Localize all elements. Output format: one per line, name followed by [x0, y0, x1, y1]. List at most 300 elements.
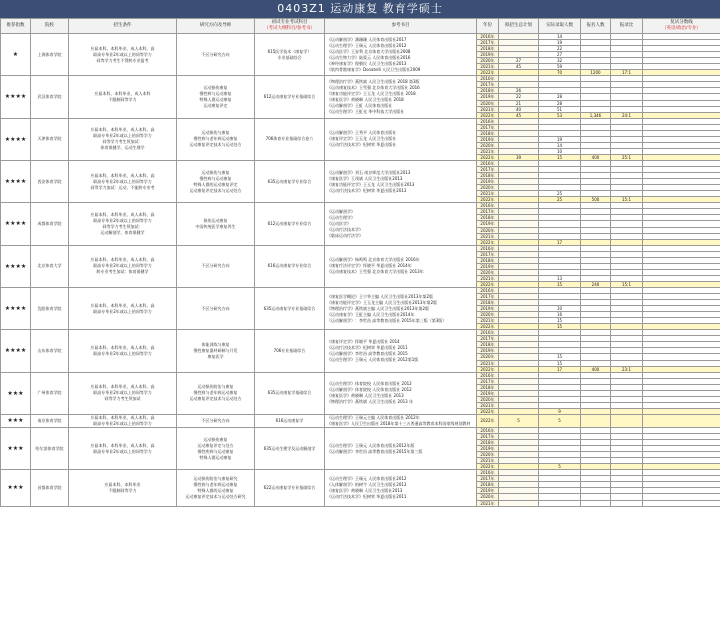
- year-cell: 2016年: [477, 372, 499, 378]
- rating-stars: ★★★: [1, 372, 31, 414]
- header-cell: 参考书目: [325, 19, 477, 34]
- year-cell: 2016年: [477, 287, 499, 293]
- applicants-cell: 240: [581, 281, 611, 287]
- admission-conditions-line: 职高专毕业2年或以上的同等学力: [93, 133, 152, 139]
- year-cell: 2018年: [477, 300, 499, 306]
- reference-books-line: 《运动康复技术》王雪强 北京体育大学出版社 2013年: [327, 269, 424, 275]
- admitted-cell: 14: [539, 142, 581, 148]
- research-direction-line: 慢性病与老年病运动康复: [193, 390, 238, 396]
- admission-conditions-line: 职高专毕业2年或以上的同等学力: [93, 420, 152, 426]
- school-name: 成都体育学院: [31, 203, 69, 245]
- research-direction-line: 慢性疾病与运动康复: [197, 448, 234, 454]
- year-cell: 2020年: [477, 354, 499, 360]
- year-cell: 2019年: [477, 52, 499, 58]
- admission-conditions: [69, 245, 177, 287]
- exam-subject: [255, 203, 325, 245]
- admission-conditions-line: 同等学力考生须加试：: [102, 139, 143, 145]
- year-cell: 2018年: [477, 173, 499, 179]
- reference-books-line: 《运动疗法技术学》纪树荣 华夏出版社2013: [327, 187, 407, 193]
- year-cell: 2019年: [477, 136, 499, 142]
- research-direction: [177, 245, 255, 287]
- page-title: 0403Z1 运动康复 教育学硕士: [0, 0, 720, 18]
- reference-books-line: 《康复医学》黄晓琳 人民卫生出版社 2013: [327, 393, 404, 399]
- admission-conditions: [69, 287, 177, 329]
- research-direction-line: 慢性康复器材研制与开发: [193, 347, 238, 353]
- exam-subject: [255, 414, 325, 427]
- reference-books: [325, 203, 477, 245]
- reference-books-line: 《运动生理学》: [327, 214, 355, 220]
- admission-conditions: [69, 330, 177, 372]
- header-cell: 实际录取人数: [539, 19, 581, 34]
- admitted-cell: 51: [539, 106, 581, 112]
- year-cell: 2018年: [477, 215, 499, 221]
- admission-conditions-line: 应届本科、本科毕业、成人本科、高: [90, 414, 155, 420]
- year-cell: 2021年: [477, 148, 499, 154]
- year-cell: 2020年: [477, 142, 499, 148]
- reference-books-line: 《肌肉骨骼康复学》Donatelli 人民卫生出版社2009: [327, 66, 421, 72]
- admission-conditions-line: 不限制同等学力: [108, 96, 137, 102]
- admitted-cell: 53: [539, 112, 581, 118]
- admission-conditions-line: 不限制同等学力: [108, 487, 137, 493]
- admitted-cell: 70: [539, 70, 581, 76]
- research-direction-line: 损伤运动康复: [203, 217, 228, 223]
- admission-conditions: [69, 372, 177, 414]
- reference-books-line: 《运动生理学》王瑞元 人民体育出版社2012: [327, 42, 407, 48]
- year-cell: 2017年: [477, 82, 499, 88]
- admission-conditions-line: 职高专毕业2年或以上的同等学力: [93, 178, 152, 184]
- admission-conditions-line: 应届本科、本科毕业、成人本科、高: [90, 257, 155, 263]
- year-cell: 2019年: [477, 94, 499, 100]
- year-cell: 2018年: [477, 440, 499, 446]
- rating-stars: ★★★: [1, 470, 31, 506]
- admission-conditions-line: 同等学力加试：运动、不能跨专业考: [90, 184, 155, 190]
- header-cell: 研究方向及导师: [177, 19, 255, 34]
- ratio-cell: [611, 414, 643, 427]
- school-name: 山东体育学院: [31, 330, 69, 372]
- year-cell: 2021年: [477, 318, 499, 324]
- reference-books: [325, 372, 477, 414]
- admission-conditions-line: 体育保健学、运动生理学: [100, 145, 145, 151]
- exam-subject: [255, 372, 325, 414]
- reference-books: [325, 287, 477, 329]
- exam-subject-line: 612运动康复学专业综合: [267, 220, 312, 226]
- reference-books-line: 《康复功能评定学》王玉龙 人民卫生出版社 2018: [327, 90, 416, 96]
- research-direction-line: 运动损伤与康复: [201, 130, 230, 136]
- year-cell: 2021年: [477, 402, 499, 408]
- year-cell: 2021年: [477, 233, 499, 239]
- admission-conditions-line: 应届本科、本科毕业、成人本科、高: [90, 45, 155, 51]
- admission-conditions-line: 应届本科、本科毕业、成人本科、高: [90, 384, 155, 390]
- year-cell: 2017年: [477, 476, 499, 482]
- exam-subject: [255, 287, 325, 329]
- admission-conditions-line: 应届本科、本科毕业、成人本科、高: [90, 344, 155, 350]
- applicants-cell: 400: [581, 154, 611, 160]
- year-cell: 2021年: [477, 500, 499, 506]
- admitted-cell: 15: [539, 354, 581, 360]
- header-label: 初试专业考试科目: [271, 20, 308, 25]
- applicants-cell: 400: [581, 366, 611, 372]
- header-label: 复试分数线: [670, 20, 693, 25]
- research-direction: [177, 330, 255, 372]
- admission-conditions: [69, 414, 177, 427]
- research-direction-line: 运动损伤防治与康复研究: [193, 475, 238, 481]
- reference-books-line: 《运动解剖学》: [327, 208, 355, 214]
- reference-books-line: 《临床运动疗法学》: [327, 232, 363, 238]
- header-row: [1, 19, 720, 34]
- reference-books-line: 《运动康复学》王虹主编 人民卫生出版社2014年: [327, 311, 415, 317]
- reference-books-line: 《康复医学概论》王宁华主编 人民卫生出版社2013年第2版: [327, 293, 433, 299]
- year-cell: 2016年: [477, 427, 499, 433]
- year-cell: 2018年: [477, 342, 499, 348]
- exam-subject: [255, 427, 325, 469]
- research-direction-line: 康复医学: [207, 353, 224, 359]
- exam-subject: [255, 330, 325, 372]
- admission-conditions-line: 职高专毕业2年或以上的同等学力: [93, 448, 152, 454]
- year-cell: 2017年: [477, 167, 499, 173]
- year-cell: 2019年: [477, 306, 499, 312]
- rating-stars: ★★★★: [1, 245, 31, 287]
- ratio-cell: 23:1: [611, 366, 643, 372]
- admission-conditions-line: 同等学力考生须加试: [104, 396, 141, 402]
- header-cell: 年份: [477, 19, 499, 34]
- exam-subject-line: 专业基础综合: [277, 54, 302, 60]
- year-cell: 2022年: [477, 281, 499, 287]
- admitted-cell: 17: [539, 239, 581, 245]
- reference-books-line: 《康复医学》黄晓琳 人民卫生出版社2013: [327, 487, 403, 493]
- admission-conditions: [69, 34, 177, 76]
- admission-conditions: [69, 118, 177, 160]
- ratio-cell: 17:1: [611, 70, 643, 76]
- reference-books-line: 《运动疗法技术学》纪树荣 华夏出版社: [327, 142, 397, 148]
- exam-subject-line: 706专业基础综合: [273, 347, 306, 353]
- research-direction-line: 特殊人群的运动康复评定: [193, 181, 238, 187]
- admitted-cell: 17: [539, 366, 581, 372]
- exam-subject-line: 616运动康复学: [275, 417, 304, 423]
- rating-stars: ★★★★: [1, 160, 31, 202]
- reference-books: [325, 427, 477, 469]
- reference-books-line: 《康复医学》人民卫生出版社 2018年第十三五普通高等教育本科国家级规划教材: [327, 420, 471, 426]
- rating-stars: ★★★★: [1, 203, 31, 245]
- year-cell: 2019年: [477, 390, 499, 396]
- year-cell: 2017年: [477, 378, 499, 384]
- extra-cell: [643, 500, 720, 506]
- admission-conditions-line: 职高专毕业2年或以上的同等学力: [93, 51, 152, 57]
- reference-books: [325, 470, 477, 506]
- plan-cell: 39: [499, 154, 539, 160]
- reference-books-line: 《康复医学》王茂斌 人民卫生出版社2013: [327, 175, 403, 181]
- exam-subject-line: 706体育专业基础综合卷六: [265, 136, 314, 142]
- admitted-cell: 13: [539, 275, 581, 281]
- rating-stars: ★★★★: [1, 287, 31, 329]
- year-cell: 2016年: [477, 118, 499, 124]
- year-cell: 2018年: [477, 46, 499, 52]
- reference-books-line: 《康复医学》黄晓琳 人民卫生出版社 2018: [327, 96, 404, 102]
- year-cell: 2017年: [477, 209, 499, 215]
- research-direction: [177, 414, 255, 427]
- admitted-cell: 25: [539, 191, 581, 197]
- year-cell: 2016年: [477, 203, 499, 209]
- year-cell: 2021年: [477, 458, 499, 464]
- reference-books: [325, 118, 477, 160]
- research-direction: [177, 118, 255, 160]
- admission-conditions-line: 应届本科、本科毕业、成人本科、高: [90, 302, 155, 308]
- reference-books: [325, 34, 477, 76]
- reference-books-line: 《运动解剖学》王秀平 人民体育出版社: [327, 130, 397, 136]
- year-cell: 2019年: [477, 263, 499, 269]
- header-cell: 推荐指数: [1, 19, 31, 34]
- year-cell: 2016年: [477, 470, 499, 476]
- rating-stars: ★★★★: [1, 118, 31, 160]
- reference-books-line: 《运动解剖学》王虹 人民体育出版社: [327, 102, 393, 108]
- exam-subject-line: 635运动康复学专业综合: [267, 178, 312, 184]
- exam-subject-line: 635运动康复学专业基础综合: [263, 305, 316, 311]
- reference-books: [325, 414, 477, 427]
- reference-books-line: 《运动生理学》王虹光 华中科技大学出版社: [327, 108, 405, 114]
- research-direction-line: 特殊人群运动康复: [199, 96, 232, 102]
- reference-books-line: 《运动解剖学》李世昌 高等教育出版社2015年第三版: [327, 448, 423, 454]
- year-cell: 2020年: [477, 58, 499, 64]
- reference-books: [325, 160, 477, 202]
- exam-subject: [255, 470, 325, 506]
- reference-books-line: 《运动解剖学》刘石 南京师范大学出版社2013: [327, 169, 411, 175]
- research-direction-line: 特殊人群运动康复: [199, 454, 232, 460]
- admission-conditions: [69, 427, 177, 469]
- year-cell: 2021年: [477, 64, 499, 70]
- year-cell: 2016年: [477, 160, 499, 166]
- reference-books-line: 《运动医学》: [327, 220, 351, 226]
- exam-subject-line: 615医学技术（康复学）: [267, 48, 312, 54]
- year-cell: 2020年: [477, 494, 499, 500]
- school-name: 武汉体育学院: [31, 76, 69, 118]
- admission-conditions: [69, 160, 177, 202]
- reference-books-line: 《运动生物力学》陆爱云 人民体育出版社2016: [327, 54, 411, 60]
- reference-books-line: 《物理治疗学》燕铁斌 人民卫生出版社 2018 第3版: [327, 78, 420, 84]
- plan-cell: 40: [499, 106, 539, 112]
- header-sub: （考试大纲科目/参考书）: [263, 26, 315, 31]
- admitted-cell: 16: [539, 312, 581, 318]
- admitted-cell: 15: [539, 360, 581, 366]
- school-name: 哈尔滨体育学院: [31, 427, 69, 469]
- admitted-cell: 5: [539, 464, 581, 470]
- admission-conditions-line: 职高专毕业2年或以上的同等学力: [93, 390, 152, 396]
- reference-books-line: 《运动医学》王安利 北京体育大学出版社2008: [327, 48, 411, 54]
- admitted-cell: 15: [539, 324, 581, 330]
- admissions-table: [0, 18, 720, 507]
- year-cell: 2022年: [477, 464, 499, 470]
- research-direction-line: 慢性病与运动康复: [199, 175, 232, 181]
- admission-conditions-line: 职高专毕业2年或以上的同等学力: [93, 350, 152, 356]
- research-direction-line: 慢性病与老年病运动康复: [193, 481, 238, 487]
- header-cell: 招生条件: [69, 19, 177, 34]
- admitted-cell: 9: [539, 408, 581, 414]
- plan-cell: 45: [499, 112, 539, 118]
- rating-stars: ★: [1, 34, 31, 76]
- reference-books: [325, 245, 477, 287]
- exam-subject-line: 635运动生理学及运动解剖学: [263, 445, 316, 451]
- applicants-cell: [581, 414, 611, 427]
- admitted-cell: 14: [539, 34, 581, 40]
- reference-books-line: 《运动疗法技术学》: [327, 226, 363, 232]
- plan-cell: 22: [499, 94, 539, 100]
- school-name: 西安体育学院: [31, 160, 69, 202]
- reference-books-line: 《人体解剖学》柏树令 人民卫生出版社2013: [327, 481, 407, 487]
- reference-books-line: 《运动解剖学》潘珊珊 人民体育出版社2017: [327, 36, 407, 42]
- exam-subject: [255, 118, 325, 160]
- reference-books-line: 《物理治疗学》燕铁斌主编 人民卫生出版社2013年第2版: [327, 305, 429, 311]
- plan-cell: 26: [499, 88, 539, 94]
- rating-stars: ★★★★: [1, 330, 31, 372]
- exam-subject: [255, 34, 325, 76]
- exam-subject-line: 622运动康复学专业基础综合: [263, 484, 316, 490]
- year-cell: 2021年: [477, 191, 499, 197]
- year-cell: 2020年: [477, 227, 499, 233]
- admitted-cell: 19: [539, 136, 581, 142]
- year-cell: 2016年: [477, 34, 499, 40]
- year-cell: 2019年: [477, 179, 499, 185]
- admitted-cell: 22: [539, 46, 581, 52]
- reference-books-line: 《康复功能评定学》王玉龙 人民卫生出版社2013: [327, 181, 415, 187]
- research-direction: [177, 287, 255, 329]
- reference-books-line: 《康复疗法评定学》恽晓平 华夏出版社 2014年: [327, 263, 412, 269]
- rating-stars: ★★★★: [1, 76, 31, 118]
- research-direction-line: 运动损伤与康复: [201, 169, 230, 175]
- school-name: 广州体育学院: [31, 372, 69, 414]
- year-cell: 2019年: [477, 488, 499, 494]
- research-direction-line: 慢性病与老年病运动康复: [193, 136, 238, 142]
- research-direction-line: 运动损伤防治与康复: [197, 384, 234, 390]
- admitted-cell: 10: [539, 148, 581, 154]
- reference-books-line: 《康复评定学》恽晓平 华夏出版社 2014: [327, 338, 400, 344]
- admission-conditions-line: 应届本科、本科毕业、成人本科: [94, 90, 151, 96]
- year-cell: 2018年: [477, 130, 499, 136]
- reference-books: [325, 76, 477, 118]
- admission-conditions-line: 同等学力考生不得跨专业报考: [96, 57, 149, 63]
- year-cell: 2017年: [477, 124, 499, 130]
- research-direction-line: 运动康复评定技术与运动处方研究: [185, 493, 246, 499]
- reference-books: [325, 330, 477, 372]
- exam-subject-line: 612运动康复学专业基础综合: [263, 93, 316, 99]
- year-cell: 2019年: [477, 348, 499, 354]
- year-cell: 2021年: [477, 360, 499, 366]
- research-direction: [177, 203, 255, 245]
- admitted-cell: 19: [539, 40, 581, 46]
- research-direction-line: 运动康复评定技术与运动处方: [189, 396, 242, 402]
- year-cell: 2019年: [477, 221, 499, 227]
- year-cell: 2017年: [477, 40, 499, 46]
- reference-books-line: 《物理治疗学》燕铁斌 人民卫生出版社 2013 年: [327, 399, 413, 405]
- year-cell: 2022年: [477, 154, 499, 160]
- year-cell: 2020年: [477, 269, 499, 275]
- rating-stars: ★★★: [1, 414, 31, 427]
- extra-cell: [643, 414, 720, 427]
- year-cell: 2020年: [477, 312, 499, 318]
- admitted-cell: 15: [539, 154, 581, 160]
- school-name: 南京体育学院: [31, 414, 69, 427]
- reference-books-line: 《运动生理学》王瑞元 人民体育出版社2012年版: [327, 442, 415, 448]
- research-direction: [177, 160, 255, 202]
- year-cell: 2021年: [477, 275, 499, 281]
- reference-books-line: 《运动生理学》王瑞元 人民体育出版社 2012第1版: [327, 356, 419, 362]
- research-direction-line: 运动康复评定: [203, 102, 228, 108]
- admission-conditions: [69, 470, 177, 506]
- year-cell: 2022年: [477, 197, 499, 203]
- year-cell: 2018年: [477, 482, 499, 488]
- reference-books-line: 《运动疗法技术学》纪树荣 华夏出版社 2011: [327, 344, 408, 350]
- reference-books-line: 《运动解剖学》体育院校 人民体育出版社 2012: [327, 387, 412, 393]
- exam-subject-line: 616运动康复学专业综合: [267, 263, 312, 269]
- year-cell: 2022年: [477, 112, 499, 118]
- year-cell: 2020年: [477, 396, 499, 402]
- admission-conditions-line: 应届本科、本科毕业、成人本科、高: [90, 172, 155, 178]
- research-direction-line: 运动康复评定技术与运动处方: [189, 142, 242, 148]
- reference-books-line: 《运动生理学》体育院校 人民体育出版社 2012: [327, 381, 412, 387]
- reference-books-line: 《康复功能评定学》王玉龙主编 人民卫生出版社2013年第2版: [327, 299, 437, 305]
- year-cell: 2017年: [477, 251, 499, 257]
- plan-cell: 45: [499, 64, 539, 70]
- plan-cell: [499, 500, 539, 506]
- year-cell: 2022年: [477, 239, 499, 245]
- research-direction-line: 运动损伤康复: [203, 84, 228, 90]
- research-direction-line: 慢性病与运动康复: [199, 90, 232, 96]
- year-cell: 2020年: [477, 452, 499, 458]
- header-cell: [255, 19, 325, 34]
- school-name: 天津体育学院: [31, 118, 69, 160]
- header-sub: （英语/政治/专业）: [661, 26, 702, 31]
- reference-books-line: 《运动解剖学》李世昌 高等教育出版社 2015: [327, 350, 408, 356]
- admission-conditions-line: 应届本科、本科毕业、成人本科、高: [90, 211, 155, 217]
- plan-cell: 5: [499, 414, 539, 427]
- school-name: 北京体育大学: [31, 245, 69, 287]
- header-cell: 报名人数: [581, 19, 611, 34]
- research-direction: [177, 470, 255, 506]
- admission-conditions-line: 应届本科、本科毕业、成人本科、高: [90, 127, 155, 133]
- admission-conditions-line: 职高专毕业2年或以上的同等学力: [93, 308, 152, 314]
- school-name: 上海体育学院: [31, 34, 69, 76]
- admitted-cell: 27: [539, 52, 581, 58]
- admitted-cell: 10: [539, 306, 581, 312]
- year-cell: 2016年: [477, 76, 499, 82]
- year-cell: 2019年: [477, 446, 499, 452]
- applicants-cell: 1,346: [581, 112, 611, 118]
- year-cell: 2016年: [477, 245, 499, 251]
- header-cell: 报录比: [611, 19, 643, 34]
- admitted-cell: 28: [539, 100, 581, 106]
- admission-conditions-line: 应届本科、本科毕业、成人本科、高: [90, 442, 155, 448]
- research-direction-line: 特殊人群的运动康复: [197, 487, 234, 493]
- admitted-cell: [539, 500, 581, 506]
- research-direction-line: 运动康复评定与处方: [197, 442, 234, 448]
- reference-books-line: 《运动生理学》王瑞元主编 人民体育出版社 2012年: [327, 414, 420, 420]
- research-direction: [177, 76, 255, 118]
- header-cell: 拟招生总计划: [499, 19, 539, 34]
- admitted-cell: 25: [539, 197, 581, 203]
- ratio-cell: 15:1: [611, 281, 643, 287]
- admitted-cell: 32: [539, 58, 581, 64]
- school-name: 首都体育学院: [31, 470, 69, 506]
- research-direction-line: 不区分研究方向: [201, 51, 230, 57]
- research-direction: [177, 372, 255, 414]
- admitted-cell: 5: [539, 414, 581, 427]
- admission-conditions-line: 职高专毕业2年或以上的同等学力: [93, 217, 152, 223]
- research-direction: [177, 34, 255, 76]
- reference-books-line: 《运动疗法技术学》纪树荣 华夏出版社2011: [327, 493, 407, 499]
- year-cell: 2017年: [477, 434, 499, 440]
- reference-books-line: 《运动康复技术》王雪强 北京体育大学出版社 2016: [327, 84, 420, 90]
- research-direction-line: 不区分研究方向: [201, 417, 230, 423]
- admitted-cell: 59: [539, 64, 581, 70]
- header-cell: 院校: [31, 19, 69, 34]
- ratio-cell: 24:1: [611, 112, 643, 118]
